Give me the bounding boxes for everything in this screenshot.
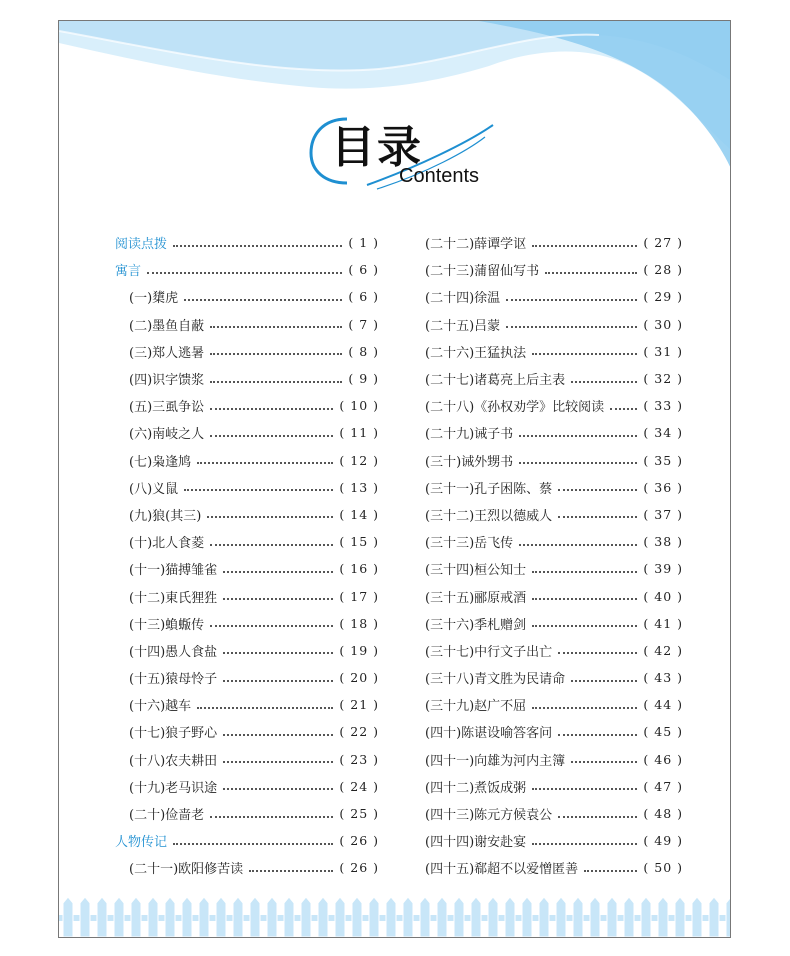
toc-entry[interactable] xyxy=(425,474,683,501)
toc-leader-dots xyxy=(210,625,333,627)
toc-leader-dots xyxy=(519,435,637,437)
toc-entry[interactable] xyxy=(115,854,379,881)
toc-label: (四十二)煮饭成粥 xyxy=(425,780,527,796)
toc-leader-dots xyxy=(249,870,333,872)
toc-page-number: ( 45 ) xyxy=(643,724,683,740)
toc-page-number: ( 19 ) xyxy=(339,642,379,658)
toc-label: (五)三虱争讼 xyxy=(129,400,205,416)
toc-page-number: ( 44 ) xyxy=(643,697,683,713)
toc-label: (十九)老马识途 xyxy=(129,780,218,796)
toc-page-number: ( 7 ) xyxy=(348,316,379,332)
toc-leader-dots xyxy=(506,326,637,328)
toc-page-number: ( 11 ) xyxy=(339,425,379,441)
toc-leader-dots xyxy=(558,516,637,518)
toc-page-number: ( 27 ) xyxy=(643,235,683,251)
toc-entry[interactable] xyxy=(425,555,683,582)
toc-leader-dots xyxy=(532,245,637,247)
toc-section[interactable] xyxy=(115,256,379,283)
toc-entry[interactable] xyxy=(115,746,379,773)
toc-page-number: ( 21 ) xyxy=(339,697,379,713)
toc-entry[interactable] xyxy=(425,338,683,365)
toc-leader-dots xyxy=(223,680,333,682)
toc-leader-dots xyxy=(184,489,333,491)
toc-entry[interactable] xyxy=(425,365,683,392)
toc-leader-dots xyxy=(532,571,637,573)
toc-entry[interactable] xyxy=(115,338,379,365)
toc-leader-dots xyxy=(210,408,333,410)
toc-entry[interactable] xyxy=(115,474,379,501)
toc-label: (九)狼(其三) xyxy=(129,508,202,524)
toc-entry[interactable] xyxy=(115,419,379,446)
toc-label: (十六)越车 xyxy=(129,699,192,715)
toc-entry[interactable] xyxy=(115,718,379,745)
page-title: 目录 xyxy=(331,122,423,173)
toc-label: (三十一)孔子困陈、蔡 xyxy=(425,481,553,497)
toc-label: (二十七)诸葛亮上后主表 xyxy=(425,373,566,389)
toc-entry[interactable] xyxy=(425,528,683,555)
toc-page-number: ( 14 ) xyxy=(339,506,379,522)
toc-page-number: ( 6 ) xyxy=(348,289,379,305)
toc-label: (八)义鼠 xyxy=(129,481,179,497)
toc-page-number: ( 9 ) xyxy=(348,371,379,387)
toc-leader-dots xyxy=(532,598,637,600)
toc-entry[interactable] xyxy=(425,311,683,338)
toc-leader-dots xyxy=(147,272,342,274)
toc-page-number: ( 42 ) xyxy=(643,642,683,658)
toc-label: (三十九)赵广不屈 xyxy=(425,699,527,715)
toc-page-number: ( 13 ) xyxy=(339,479,379,495)
toc-page-number: ( 24 ) xyxy=(339,778,379,794)
toc-label: (四十四)谢安赴宴 xyxy=(425,835,527,851)
toc-label: (六)南岐之人 xyxy=(129,427,205,443)
toc-leader-dots xyxy=(184,299,342,301)
toc-leader-dots xyxy=(532,788,637,790)
toc-entry[interactable] xyxy=(425,637,683,664)
toc-right-column xyxy=(425,229,683,882)
toc-label: 阅读点拨 xyxy=(115,237,168,253)
toc-label: (七)枭逢鸠 xyxy=(129,454,192,470)
toc-leader-dots xyxy=(223,652,333,654)
toc-page-number: ( 26 ) xyxy=(339,860,379,876)
toc-entry[interactable] xyxy=(115,664,379,691)
page-subtitle: Contents xyxy=(399,165,480,187)
toc-label: (三十六)季札赠剑 xyxy=(425,617,527,633)
toc-entry[interactable] xyxy=(425,582,683,609)
toc-entry[interactable] xyxy=(425,746,683,773)
toc-leader-dots xyxy=(223,734,333,736)
toc-entry[interactable] xyxy=(115,691,379,718)
toc-leader-dots xyxy=(173,843,333,845)
toc-page-number: ( 43 ) xyxy=(643,670,683,686)
toc-page-number: ( 26 ) xyxy=(339,833,379,849)
toc-entry[interactable] xyxy=(115,637,379,664)
toc-page-number: ( 17 ) xyxy=(339,588,379,604)
toc-entry[interactable] xyxy=(115,447,379,474)
toc-page-number: ( 32 ) xyxy=(643,371,683,387)
toc-page-number: ( 40 ) xyxy=(643,588,683,604)
toc-leader-dots xyxy=(197,707,333,709)
toc-label: (四十一)向雄为河内主簿 xyxy=(425,753,566,769)
toc-leader-dots xyxy=(532,625,637,627)
toc-leader-dots xyxy=(223,788,333,790)
toc-page-number: ( 49 ) xyxy=(643,833,683,849)
toc-entry[interactable] xyxy=(115,773,379,800)
toc-label: (十八)农夫耕田 xyxy=(129,753,218,769)
toc-leader-dots xyxy=(223,571,333,573)
toc-label: (十二)東氏狸狌 xyxy=(129,590,218,606)
toc-entry[interactable] xyxy=(425,773,683,800)
toc-label: (三十三)岳飞传 xyxy=(425,536,514,552)
toc-label: (三十四)桓公知士 xyxy=(425,563,527,579)
toc-entry[interactable] xyxy=(425,718,683,745)
toc-leader-dots xyxy=(584,870,637,872)
toc-leader-dots xyxy=(210,326,342,328)
toc-page-number: ( 38 ) xyxy=(643,534,683,550)
toc-leader-dots xyxy=(558,816,637,818)
toc-leader-dots xyxy=(210,353,342,355)
toc-page-number: ( 33 ) xyxy=(643,398,683,414)
toc-label: 寓言 xyxy=(115,264,142,280)
toc-entry[interactable] xyxy=(425,392,683,419)
toc-leader-dots xyxy=(532,353,637,355)
toc-label: (三十五)郦原戒酒 xyxy=(425,590,527,606)
toc-leader-dots xyxy=(223,761,333,763)
toc-page-number: ( 34 ) xyxy=(643,425,683,441)
toc-leader-dots xyxy=(532,843,637,845)
toc-page-number: ( 31 ) xyxy=(643,343,683,359)
toc-page-number: ( 6 ) xyxy=(348,262,379,278)
toc-leader-dots xyxy=(558,489,637,491)
toc-page-number: ( 46 ) xyxy=(643,751,683,767)
toc-label: (四十三)陈元方候袁公 xyxy=(425,808,553,824)
toc-label: (十五)猿母怜子 xyxy=(129,672,218,688)
toc-page-number: ( 22 ) xyxy=(339,724,379,740)
toc-page-number: ( 29 ) xyxy=(643,289,683,305)
toc-entry[interactable] xyxy=(425,447,683,474)
toc-page-number: ( 50 ) xyxy=(643,860,683,876)
toc-entry[interactable] xyxy=(425,283,683,310)
toc-label: (二十一)欧阳修苦读 xyxy=(129,862,244,878)
toc-label: (四)识字馈浆 xyxy=(129,373,205,389)
toc-leader-dots xyxy=(210,435,333,437)
toc-entry[interactable] xyxy=(115,610,379,637)
toc-label: (二十八)《孙权劝学》比较阅读 xyxy=(425,400,605,416)
toc-leader-dots xyxy=(610,408,637,410)
toc-label: (三十八)青文胜为民请命 xyxy=(425,672,566,688)
toc-label: 人物传记 xyxy=(115,835,168,851)
toc-label: (二十)俭啬老 xyxy=(129,808,205,824)
toc-label: (二十五)吕蒙 xyxy=(425,318,501,334)
toc-label: (十三)蝜蝂传 xyxy=(129,617,205,633)
toc-label: (二十九)诫子书 xyxy=(425,427,514,443)
toc-entry[interactable] xyxy=(425,691,683,718)
toc-leader-dots xyxy=(197,462,333,464)
toc-leader-dots xyxy=(571,381,637,383)
toc-label: (三十二)王烈以德威人 xyxy=(425,508,553,524)
toc-leader-dots xyxy=(558,734,637,736)
toc-page-number: ( 48 ) xyxy=(643,806,683,822)
toc-label: (四十五)郗超不以爱憎匿善 xyxy=(425,862,579,878)
toc-entry[interactable] xyxy=(115,501,379,528)
toc-label: (二十二)薛谭学讴 xyxy=(425,237,527,253)
toc-entry[interactable] xyxy=(425,610,683,637)
toc-label: (三十)诫外甥书 xyxy=(425,454,514,470)
toc-section[interactable] xyxy=(115,827,379,854)
toc-label: (四十)陈谌设喻答客问 xyxy=(425,726,553,742)
toc-page-number: ( 10 ) xyxy=(339,398,379,414)
toc-page-number: ( 8 ) xyxy=(348,343,379,359)
toc-label: (二十四)徐温 xyxy=(425,291,501,307)
toc-label: (一)橥虎 xyxy=(129,291,179,307)
title-block xyxy=(307,107,507,197)
toc-label: (十)北人食菱 xyxy=(129,536,205,552)
toc-entry[interactable] xyxy=(115,800,379,827)
fence-decoration xyxy=(59,891,731,937)
toc-page-number: ( 37 ) xyxy=(643,506,683,522)
toc-label: (二十六)王猛执法 xyxy=(425,345,527,361)
toc-leader-dots xyxy=(210,381,342,383)
toc-leader-dots xyxy=(545,272,637,274)
toc-page-number: ( 16 ) xyxy=(339,561,379,577)
toc-page-number: ( 23 ) xyxy=(339,751,379,767)
toc-leader-dots xyxy=(173,245,342,247)
toc-entry[interactable] xyxy=(425,256,683,283)
toc-label: (三十七)中行文子出亡 xyxy=(425,644,553,660)
toc-entry[interactable] xyxy=(425,800,683,827)
toc-page-number: ( 39 ) xyxy=(643,561,683,577)
toc-leader-dots xyxy=(519,544,637,546)
toc-entry[interactable] xyxy=(425,419,683,446)
toc-page-number: ( 25 ) xyxy=(339,806,379,822)
toc-page-number: ( 18 ) xyxy=(339,615,379,631)
toc-label: (十一)猫搏雏雀 xyxy=(129,563,218,579)
toc-label: (十四)愚人食盐 xyxy=(129,644,218,660)
toc-leader-dots xyxy=(571,680,637,682)
toc-entry[interactable] xyxy=(115,283,379,310)
toc-page-number: ( 41 ) xyxy=(643,615,683,631)
toc-page-number: ( 15 ) xyxy=(339,534,379,550)
toc-page-number: ( 1 ) xyxy=(348,235,379,251)
toc-leader-dots xyxy=(207,516,333,518)
toc-page-number: ( 28 ) xyxy=(643,262,683,278)
toc-page-number: ( 12 ) xyxy=(339,452,379,468)
toc-page-number: ( 35 ) xyxy=(643,452,683,468)
toc-page-number: ( 20 ) xyxy=(339,670,379,686)
toc-leader-dots xyxy=(519,462,637,464)
toc-label: (二)墨鱼自蔽 xyxy=(129,318,205,334)
toc-entry[interactable] xyxy=(115,392,379,419)
toc-leader-dots xyxy=(571,761,637,763)
toc-section[interactable] xyxy=(115,229,379,256)
toc-entry[interactable] xyxy=(425,664,683,691)
toc-leader-dots xyxy=(223,598,333,600)
book-page xyxy=(58,20,731,938)
toc-page-number: ( 36 ) xyxy=(643,479,683,495)
toc-entry[interactable] xyxy=(425,229,683,256)
toc-entry[interactable] xyxy=(115,311,379,338)
toc-page-number: ( 47 ) xyxy=(643,778,683,794)
toc-leader-dots xyxy=(532,707,637,709)
toc-leader-dots xyxy=(558,652,637,654)
toc-label: (三)郑人逃暑 xyxy=(129,345,205,361)
toc-page-number: ( 30 ) xyxy=(643,316,683,332)
toc-entry[interactable] xyxy=(115,582,379,609)
toc-entry[interactable] xyxy=(425,854,683,881)
toc-entry[interactable] xyxy=(425,827,683,854)
toc-entry[interactable] xyxy=(425,501,683,528)
toc-leader-dots xyxy=(210,816,333,818)
toc-entry[interactable] xyxy=(115,555,379,582)
toc-leader-dots xyxy=(506,299,637,301)
toc-left-column xyxy=(115,229,379,882)
toc-leader-dots xyxy=(210,544,333,546)
toc-entry[interactable] xyxy=(115,365,379,392)
toc-entry[interactable] xyxy=(115,528,379,555)
toc-label: (二十三)蒲留仙写书 xyxy=(425,264,540,280)
toc-label: (十七)狼子野心 xyxy=(129,726,218,742)
